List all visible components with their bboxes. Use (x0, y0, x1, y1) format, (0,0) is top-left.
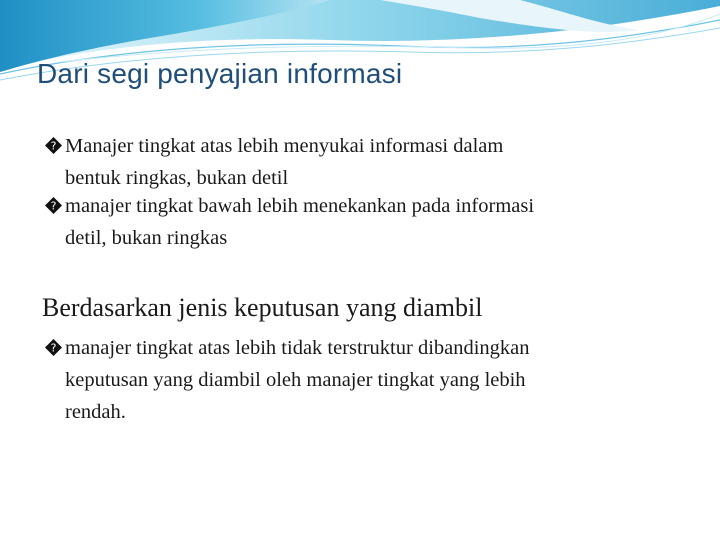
bullet-item-3-text-line3: rendah. (65, 401, 126, 423)
replacement-character-icon (44, 136, 63, 155)
replacement-character-icon (44, 196, 63, 215)
svg-text:?: ? (50, 341, 57, 355)
svg-text:?: ? (50, 199, 57, 213)
slide-title: Dari segi penyajian informasi (37, 58, 403, 89)
section-heading: Berdasarkan jenis keputusan yang diambil (42, 293, 483, 322)
replacement-character-icon (44, 338, 63, 357)
bullet-item-2 (44, 190, 534, 254)
bullet-item-1-text-line1: Manajer tingkat atas lebih menyukai informasi dalam (65, 135, 504, 157)
svg-text:?: ? (50, 139, 57, 153)
bullet-item-2-text-line2: detil, bukan ringkas (65, 227, 228, 249)
bullet-item-1 (44, 130, 503, 194)
bullet-item-3 (44, 332, 530, 428)
bullet-item-2-text-line1: manajer tingkat bawah lebih menekankan pada informasi (65, 195, 535, 217)
bullet-item-3-text-line1: manajer tingkat atas lebih tidak terstruktur dibandingkan (65, 337, 530, 359)
bullet-item-1-text-line2: bentuk ringkas, bukan detil (65, 167, 289, 189)
bullet-item-3-text-line2: keputusan yang diambil oleh manajer tingkat yang lebih (65, 369, 526, 391)
